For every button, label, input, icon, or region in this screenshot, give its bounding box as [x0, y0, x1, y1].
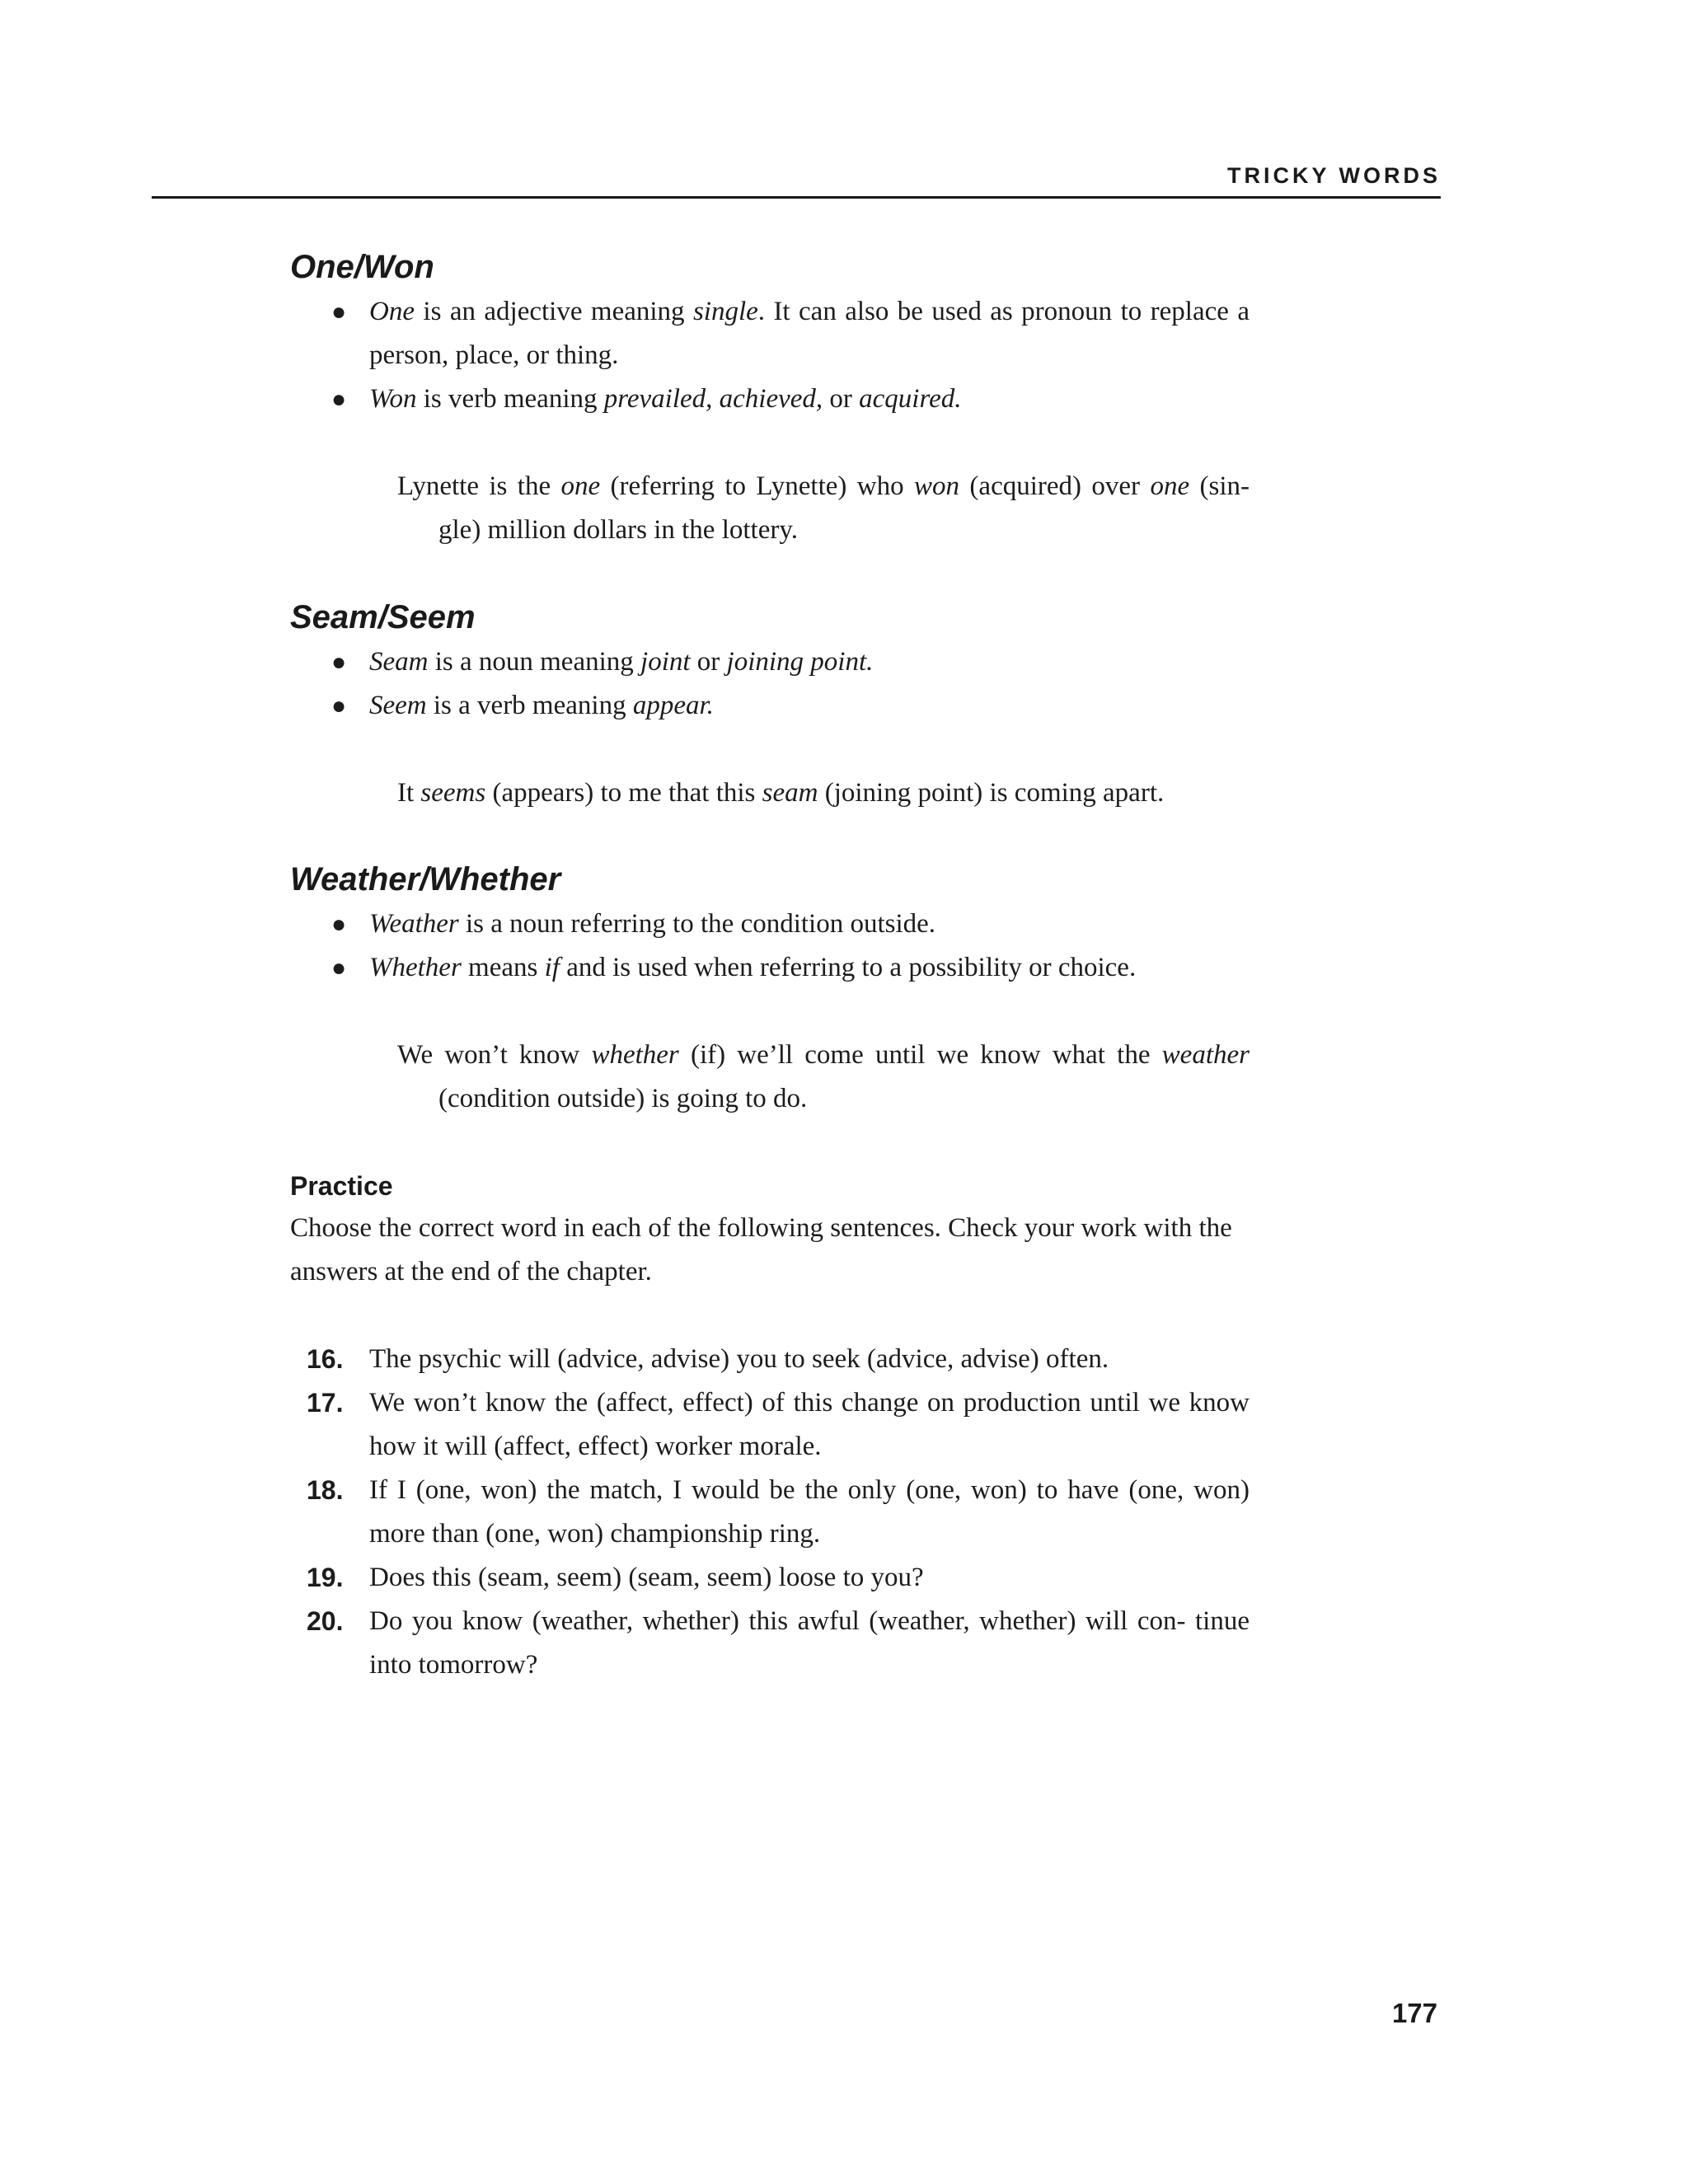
bullet-text: [369, 647, 873, 677]
practice-section: [290, 1165, 1250, 1687]
emphasized-term: One: [369, 297, 415, 326]
text-run: . It can also be used as pronoun to replace a person, place, or thing.: [369, 297, 1250, 370]
question-text: If I (one, won) the match, I would be the only (one, won) to have (one, won) more than (one, won) championship ring.: [369, 1475, 1250, 1549]
text-run: (acquired) over: [959, 471, 1151, 501]
bullet-text: [369, 297, 1250, 370]
practice-heading: Practice: [290, 1171, 393, 1201]
section-heading: Seam/Seem: [290, 599, 476, 635]
bullet-item: [290, 902, 1250, 946]
emphasized-term: joining point.: [726, 647, 874, 677]
text-run: Lynette is the: [397, 471, 561, 501]
text-run: (if) we’ll come until we know what the: [678, 1040, 1162, 1070]
question-item: [290, 1600, 1250, 1687]
emphasized-term: appear.: [632, 691, 714, 720]
section-weather-whether: [290, 856, 1250, 1121]
emphasized-term: whether: [591, 1040, 679, 1070]
text-run: (appears) to me that this: [485, 778, 762, 808]
bullet-icon: ●: [331, 954, 347, 982]
emphasized-term: Weather: [369, 909, 459, 939]
example-sentence: [331, 465, 1250, 552]
emphasized-term: weather: [1161, 1040, 1250, 1070]
question-text: Does this (seam, seem) (seam, seem) loose to you?: [369, 1563, 924, 1592]
emphasized-term: seems: [420, 778, 486, 808]
example-sentence: [331, 771, 1250, 815]
text-run: is a noun referring to the condition outside.: [458, 909, 936, 939]
emphasized-term: acquired.: [859, 384, 962, 414]
bullet-item: [290, 290, 1250, 377]
bullet-item: [290, 684, 1250, 728]
question-item: [290, 1381, 1250, 1469]
bullet-item: [290, 946, 1250, 990]
question-item: [290, 1338, 1250, 1381]
text-run: (condition outside) is going to do.: [438, 1084, 808, 1113]
text-run: is an adjective meaning: [414, 297, 693, 326]
example-sentence: [331, 1033, 1250, 1121]
text-run: or: [690, 647, 727, 677]
text-run: is a verb meaning: [426, 691, 633, 720]
question-list: [290, 1338, 1250, 1687]
question-item: [290, 1556, 1250, 1600]
text-run: is verb meaning: [416, 384, 604, 414]
bullet-text: [369, 384, 962, 414]
bullet-text: [369, 909, 935, 939]
question-item: [290, 1469, 1250, 1556]
bullet-text: [369, 953, 1136, 982]
bullet-text: [369, 691, 714, 720]
question-text: Do you know (weather, whether) this awful (weather, whether) will con- tinue into tomorrow?: [369, 1606, 1250, 1680]
question-number: 17.: [307, 1388, 344, 1418]
section-seam-seem: [290, 594, 1250, 815]
bullet-icon: ●: [331, 649, 347, 676]
definition-list: [290, 902, 1250, 990]
text-run: (referring to Lynette) who: [600, 471, 915, 501]
question-number: 16.: [307, 1344, 344, 1374]
text-run: (joining point) is coming apart.: [818, 778, 1165, 808]
bullet-icon: ●: [331, 692, 347, 719]
text-run: It: [397, 778, 421, 808]
bullet-item: [290, 640, 1250, 684]
text-run: means: [461, 953, 545, 982]
question-number: 18.: [307, 1475, 344, 1505]
running-header: TRICKY WORDS: [1226, 163, 1441, 188]
bullet-item: [290, 377, 1250, 421]
emphasized-term: prevailed, achieved,: [603, 384, 823, 414]
text-run: is a noun meaning: [428, 647, 641, 677]
section-one-won: [290, 244, 1250, 552]
bullet-icon: ●: [331, 911, 347, 938]
text-run: (sin- gle) million dollars in the lottery.: [438, 471, 1250, 545]
emphasized-term: Seam: [369, 647, 429, 677]
text-run: and is used when referring to a possibility or choice.: [559, 953, 1137, 982]
question-text: We won’t know the (affect, effect) of this change on production until we know how it will (affect, effect) worker morale.: [369, 1388, 1250, 1461]
header-rule: [152, 196, 1441, 199]
practice-instructions: Choose the correct word in each of the following sentences. Check your work with the answers at the end of the chapter.: [290, 1213, 1232, 1286]
emphasized-term: joint: [640, 647, 691, 677]
bullet-icon: ●: [331, 386, 347, 413]
emphasized-term: one: [560, 471, 601, 501]
text-run: We won’t know: [397, 1040, 592, 1070]
definition-list: [290, 640, 1250, 728]
page-number: 177: [1391, 1998, 1437, 2028]
emphasized-term: won: [914, 471, 960, 501]
emphasized-term: if: [544, 953, 560, 982]
section-heading: Weather/Whether: [290, 861, 561, 898]
text-run: or: [823, 384, 860, 414]
emphasized-term: single: [692, 297, 758, 326]
bullet-icon: ●: [331, 298, 347, 326]
emphasized-term: Seem: [369, 691, 427, 720]
emphasized-term: seam: [762, 778, 818, 808]
definition-list: [290, 290, 1250, 421]
emphasized-term: Won: [369, 384, 417, 414]
emphasized-term: one: [1150, 471, 1190, 501]
emphasized-term: Whether: [369, 953, 462, 982]
question-number: 20.: [307, 1606, 344, 1636]
question-text: The psychic will (advice, advise) you to seek (advice, advise) often.: [369, 1344, 1109, 1374]
question-number: 19.: [307, 1563, 344, 1592]
section-heading: One/Won: [290, 249, 434, 285]
